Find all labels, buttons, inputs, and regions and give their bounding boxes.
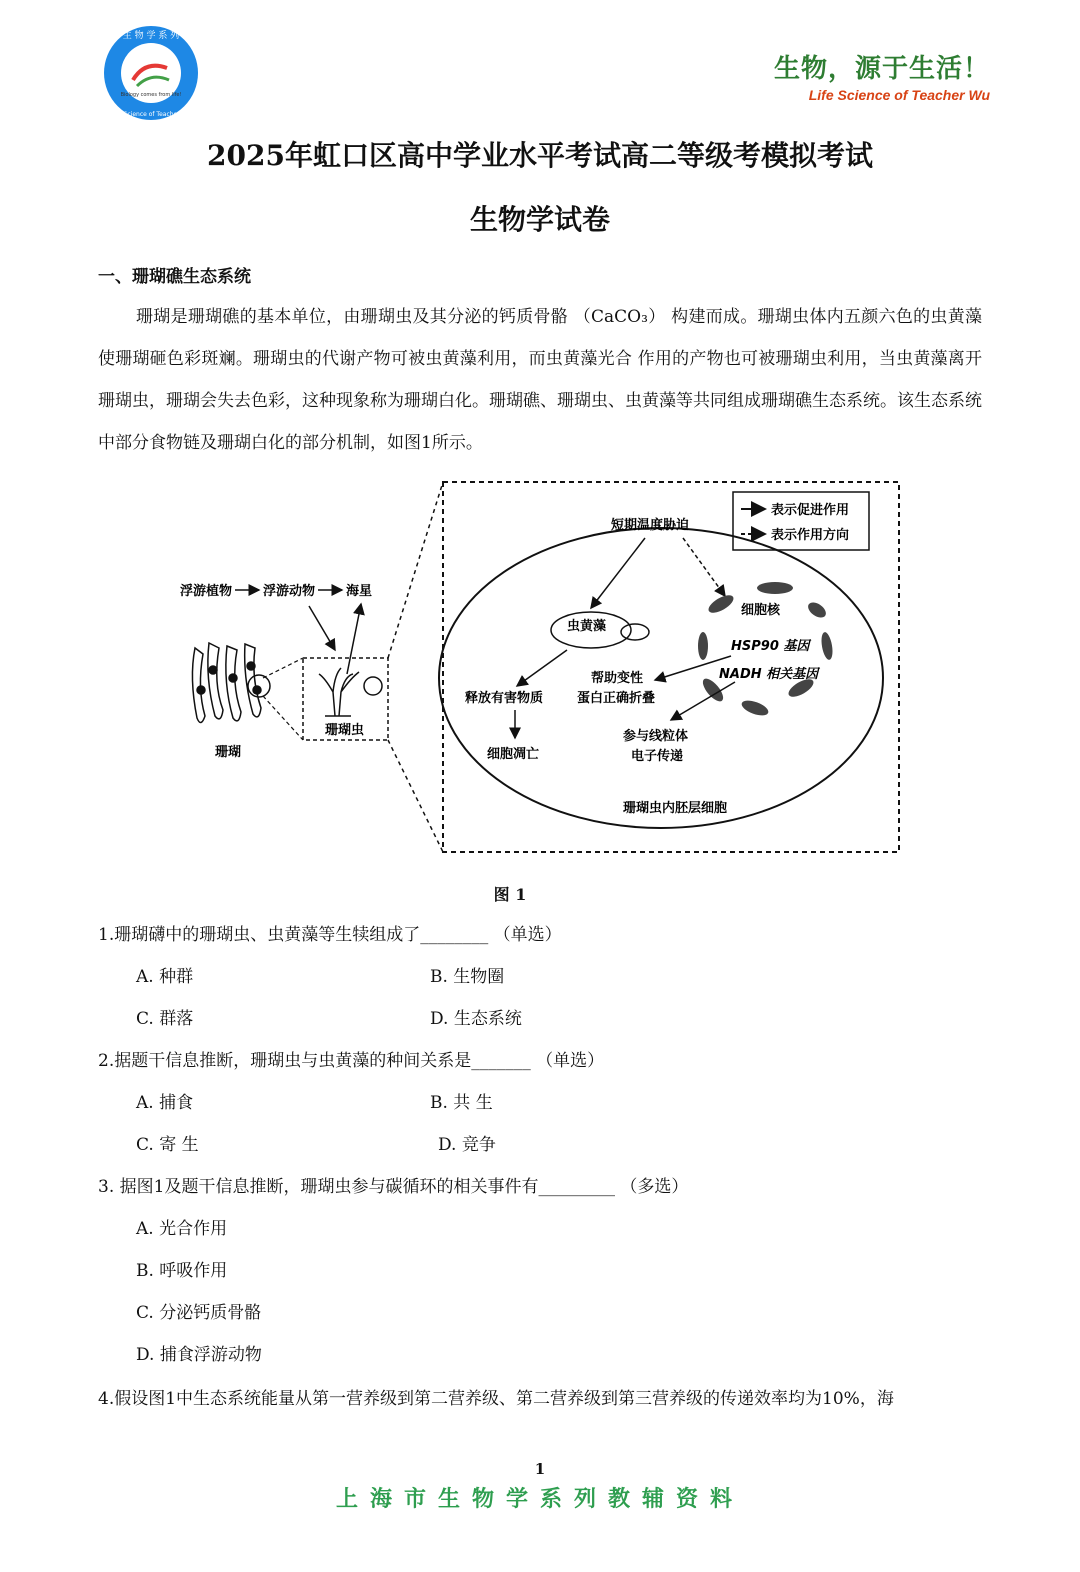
slogan xyxy=(774,48,990,103)
polyp-drawing xyxy=(319,668,382,716)
death-label: 细胞凋亡 xyxy=(487,747,540,762)
q3-option-c: C. 分泌钙质骨骼 xyxy=(136,1303,262,1323)
polyp-label: 珊瑚虫 xyxy=(325,723,365,738)
food-chain-phytoplankton: 浮游植物 xyxy=(180,584,233,599)
q1-option-b: B. 生物圈 xyxy=(430,967,505,987)
intro-paragraph: 珊瑚是珊瑚礁的基本单位，由珊瑚虫及其分泌的钙质骨骼 （CaCO₃） 构建而成。珊瑚虫体内五颜六色的虫黄藻使珊瑚砸色彩斑斓。珊瑚虫的代谢产物可被虫黄藻利用，而虫黄藻光合 作用的产物也可被珊瑚虫利用，当虫黄藻离开珊瑚虫，珊瑚会失去色彩，这种现象称为珊瑚白化。珊瑚礁、珊瑚虫、虫黄藻等共同组成珊瑚礁生态系统。该生态系统中部分食物链及珊瑚白化的部分机制，如图1所示。 xyxy=(98,307,982,453)
coral-drawing xyxy=(192,643,270,723)
fold-line2: 蛋白正确折叠 xyxy=(577,691,656,706)
q1-option-a: A. 种群 xyxy=(136,967,194,987)
q2-option-a: A. 捕食 xyxy=(136,1093,194,1113)
legend-solid: 表示促进作用 xyxy=(771,503,850,518)
zoox-label: 虫黄藻 xyxy=(567,619,607,634)
nadh-label: NADH 相关基因 xyxy=(719,667,819,682)
q3-option-d: D. 捕食浮游动物 xyxy=(136,1345,262,1365)
logo-inner-text: Biology comes from life! xyxy=(120,92,182,98)
section-title: 一、珊瑚礁生态系统 xyxy=(98,267,251,287)
slogan-en: Life Science of Teacher Wu xyxy=(808,87,990,103)
q3-option-a: A. 光合作用 xyxy=(136,1219,228,1239)
food-chain-zooplankton: 浮游动物 xyxy=(263,584,316,599)
series-logo xyxy=(97,24,205,122)
question-2-stem: 2.据题干信息推断，珊瑚虫与虫黄藻的种间关系是_______ （单选） xyxy=(98,1051,605,1071)
nucleus-label: 细胞核 xyxy=(741,603,781,618)
q3-option-b: B. 呼吸作用 xyxy=(136,1261,228,1281)
exam-subtitle: 生物学试卷 xyxy=(469,203,610,236)
logo-bottom-text: Life Science of Teacher Wu xyxy=(110,111,192,118)
q2-option-c: C. 寄 生 xyxy=(136,1135,199,1155)
legend-dashed: 表示作用方向 xyxy=(771,528,850,543)
stress-label: 短期温度胁迫 xyxy=(611,518,690,533)
hsp-label: HSP90 基因 xyxy=(731,639,810,654)
q1-option-d: D. 生态系统 xyxy=(430,1009,522,1029)
q1-option-c: C. 群落 xyxy=(136,1009,194,1029)
question-4-stem: 4.假设图1中生态系统能量从第一营养级到第二营养级、第二营养级到第三营养级的传递效率均为10%，海 xyxy=(98,1389,894,1409)
question-1-stem: 1.珊瑚礴中的珊瑚虫、虫黄藻等生犊组成了________ （单选） xyxy=(98,925,562,945)
figure-caption: 图 1 xyxy=(493,885,527,904)
mito-line2: 电子传递 xyxy=(631,749,684,764)
toxic-label: 释放有害物质 xyxy=(465,691,544,706)
mito-line1: 参与线粒体 xyxy=(623,729,689,744)
food-chain-starfish: 海星 xyxy=(346,584,373,599)
coral-label: 珊瑚 xyxy=(215,745,242,760)
cell-label: 珊瑚虫内胚层细胞 xyxy=(623,801,728,816)
q2-option-b: B. 共 生 xyxy=(430,1093,493,1113)
figure-1 xyxy=(175,478,905,858)
question-3-stem: 3. 据图1及题干信息推断，珊瑚虫参与碳循环的相关事件有_________ （多选） xyxy=(98,1177,689,1197)
slogan-cn: 生物，源于生活！ xyxy=(773,54,990,84)
q2-option-d: D. 竞争 xyxy=(438,1135,496,1155)
exam-title: 2025年虹口区高中学业水平考试高二等级考模拟考试 xyxy=(207,139,873,172)
fold-line1: 帮助变性 xyxy=(591,671,644,686)
logo-ring-text: 生 物 学 系 列 xyxy=(122,31,180,41)
footer-text: 上海市生物学系列教辅资料 xyxy=(335,1487,744,1512)
page-number: 1 xyxy=(534,1460,546,1478)
